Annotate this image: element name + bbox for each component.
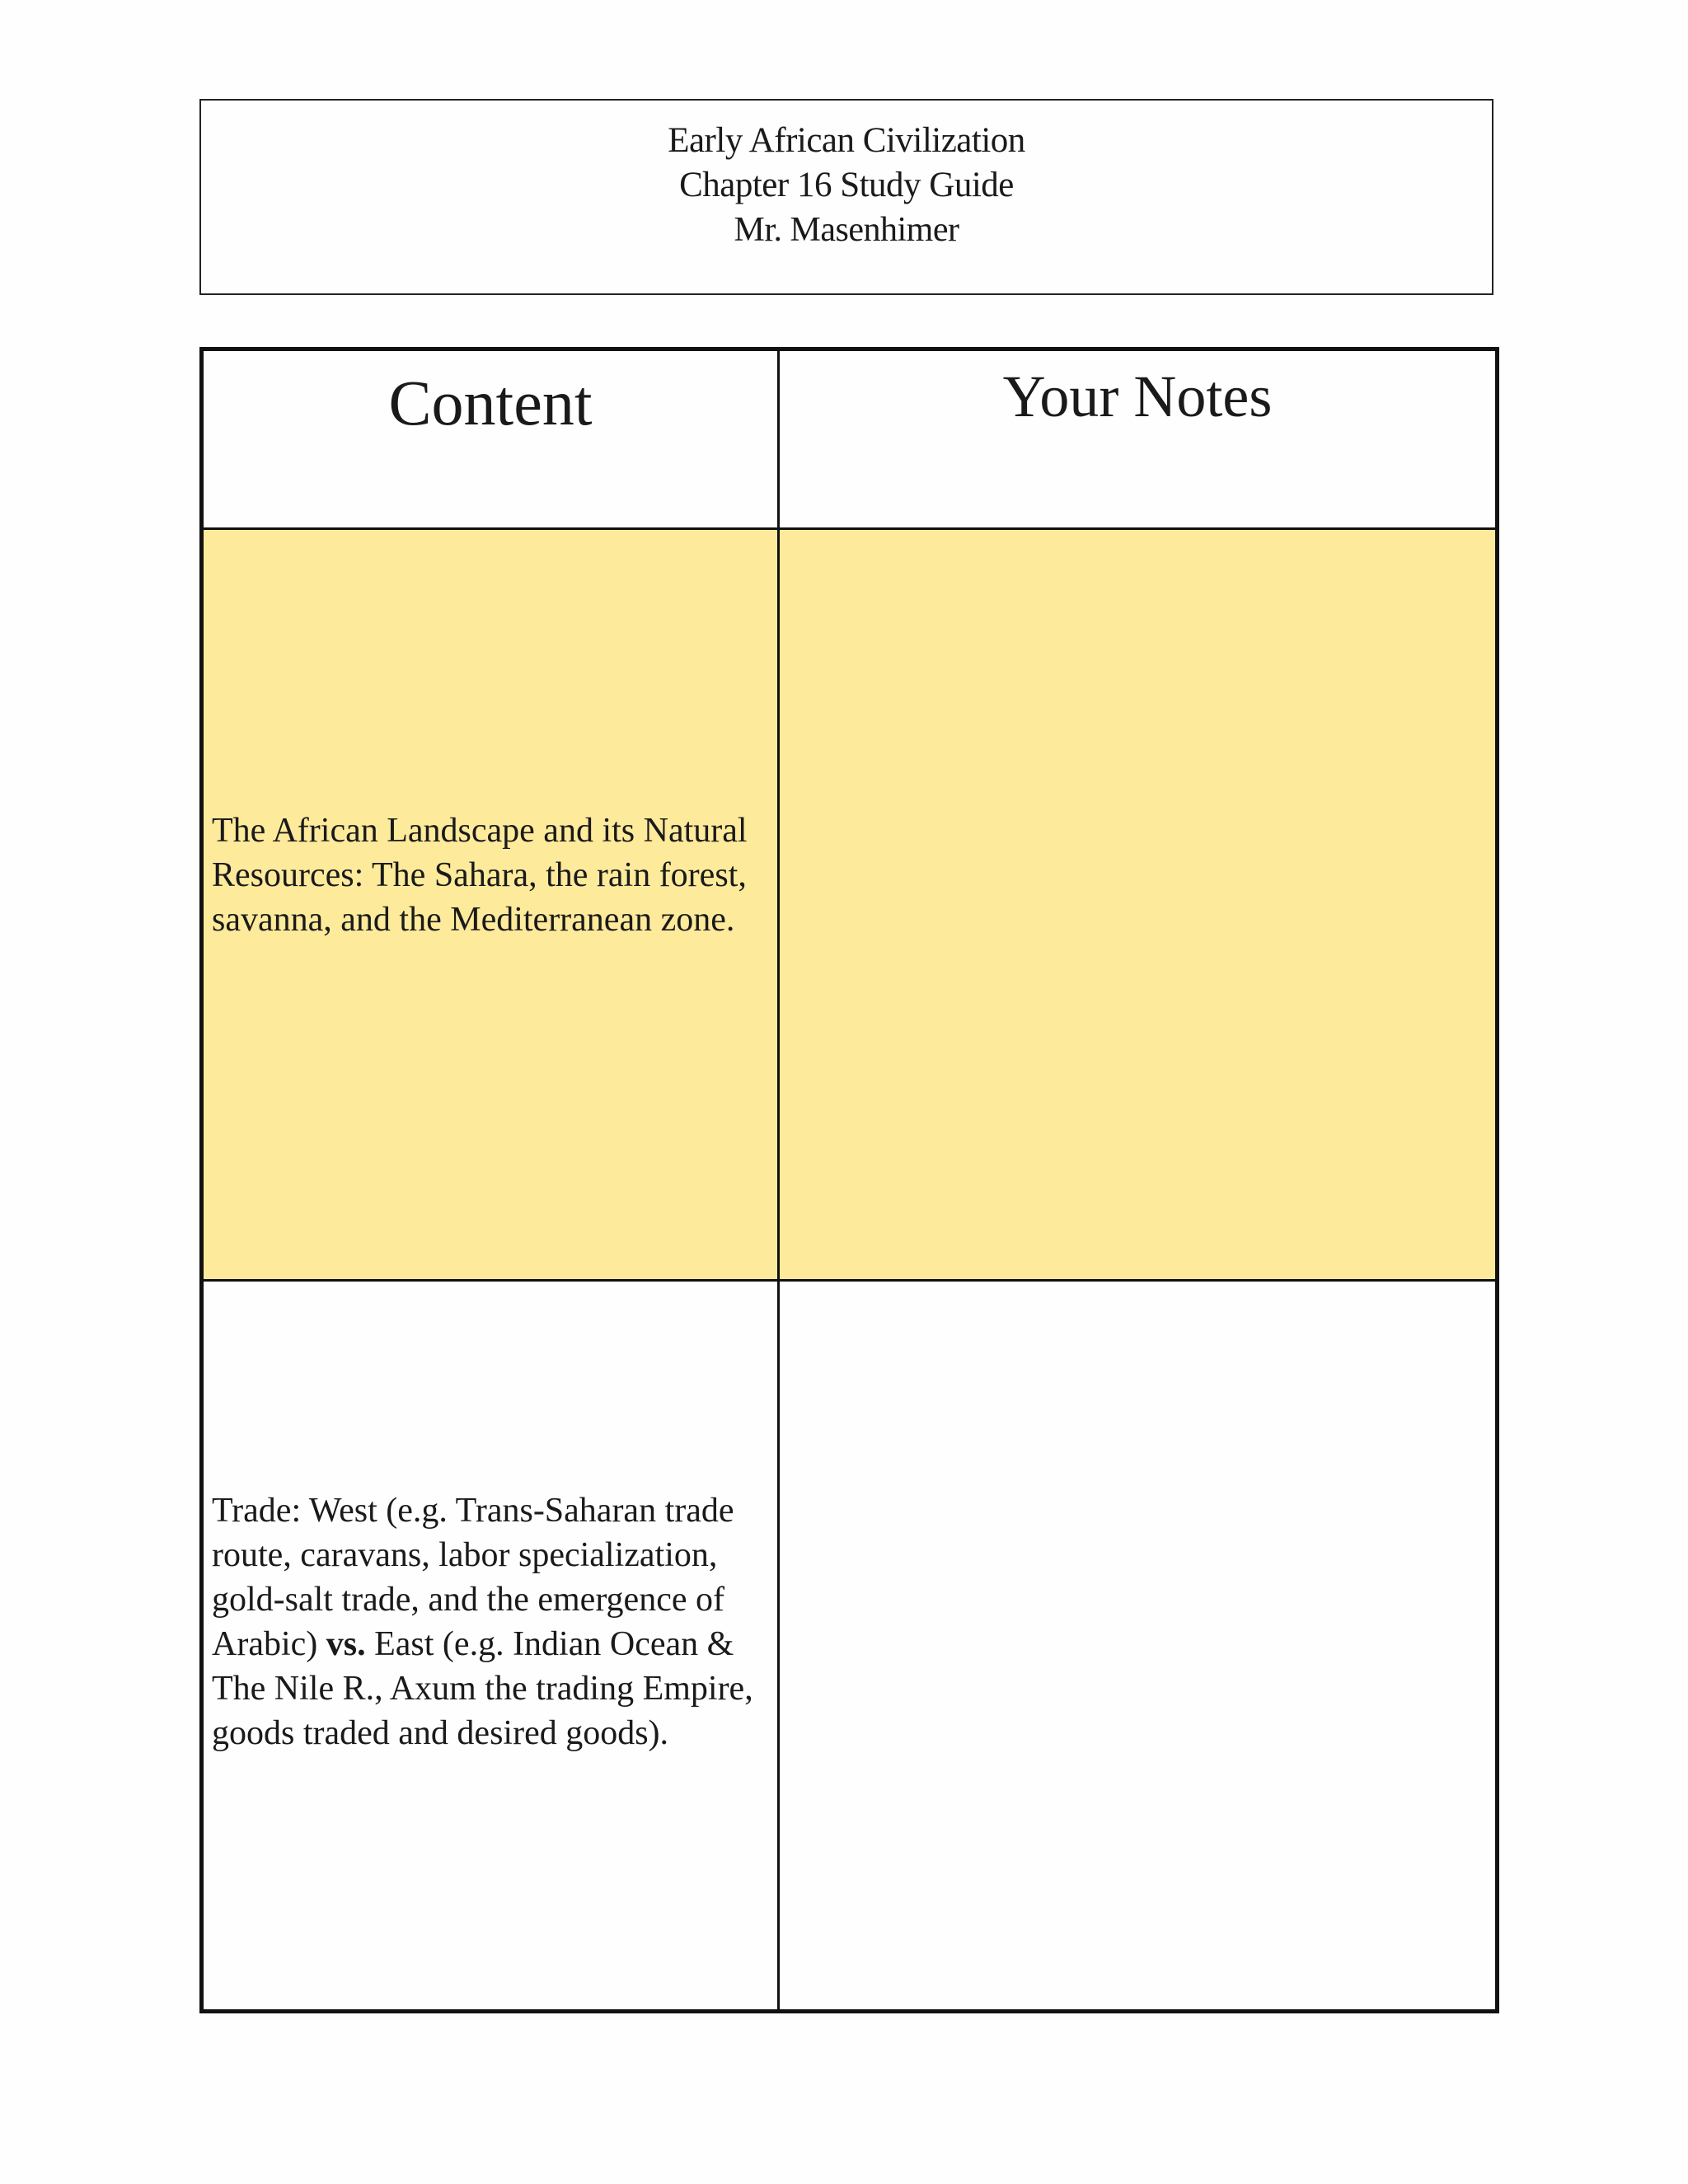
content-text-landscape: The African Landscape and its Natural Resources: The Sahara, the rain forest, savanna, and the Mediterranean zone. [212,811,748,939]
study-guide-table [199,347,1499,2013]
trade-text-part-2: East (e.g. Indian Ocean & The Nile R., Axum the trading Empire, goods traded and desired goods). [212,1624,753,1752]
notes-cell-trade[interactable] [779,1281,1498,2012]
table-header-row [202,349,1498,529]
table-row [202,529,1498,1281]
title-box [199,99,1493,295]
notes-cell-landscape[interactable] [779,529,1498,1281]
table-row [202,1281,1498,2012]
trade-text-part-1: Trade: West (e.g. Trans-Saharan trade route, caravans, labor specialization, gold-salt trade, and the emergence of Arabic) [212,1491,734,1663]
content-cell-landscape [202,529,779,1281]
column-header-notes: Your Notes [779,349,1498,529]
document-subtitle: Chapter 16 Study Guide [679,166,1014,204]
document-title: Early African Civilization [668,121,1025,160]
content-text-trade [204,1488,777,1755]
document-author: Mr. Masenhimer [734,211,959,249]
trade-text-vs: vs. [326,1624,366,1663]
column-header-content: Content [202,349,779,529]
content-cell-trade [202,1281,779,2012]
